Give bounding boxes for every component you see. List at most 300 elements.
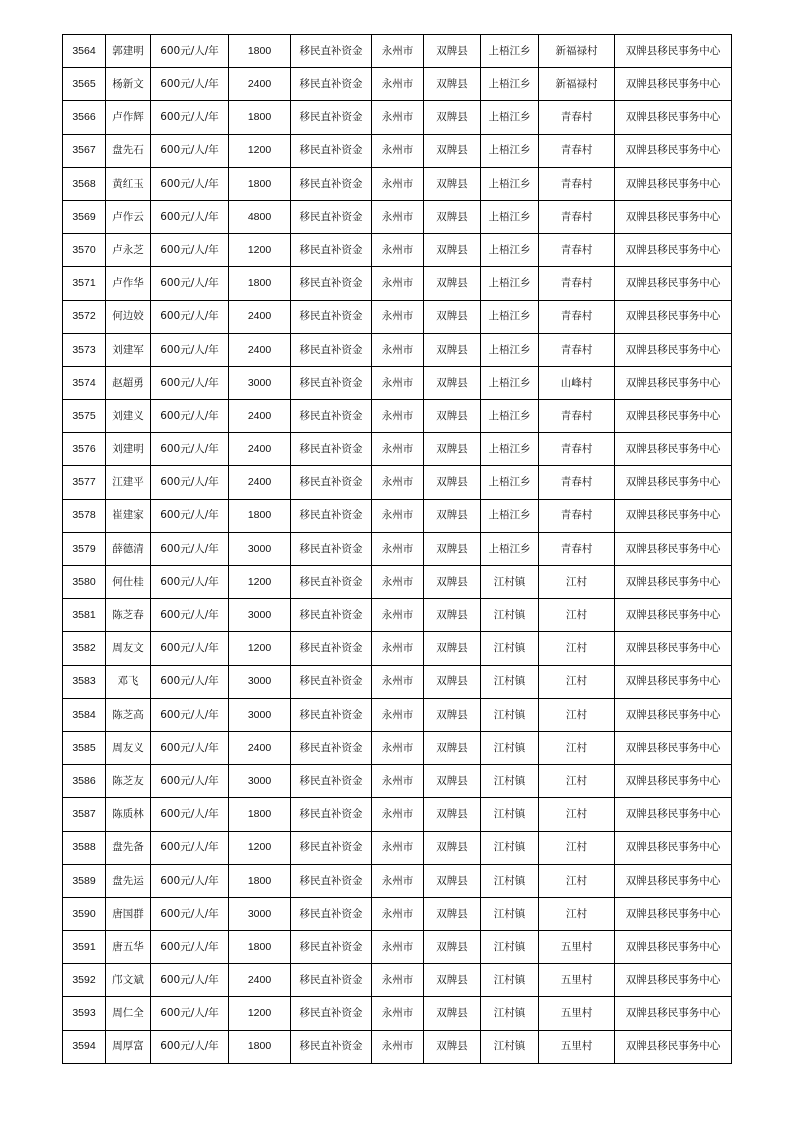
table-row	[63, 101, 732, 134]
name-cell: 陈芝春	[106, 599, 151, 632]
table-row	[63, 35, 732, 68]
city-cell: 永州市	[372, 433, 424, 466]
city-cell: 永州市	[372, 200, 424, 233]
township-cell: 江村镇	[481, 1030, 539, 1063]
row-number-cell: 3569	[63, 200, 106, 233]
table-row	[63, 964, 732, 997]
city-cell: 永州市	[372, 400, 424, 433]
township-cell: 江村镇	[481, 931, 539, 964]
city-cell: 永州市	[372, 599, 424, 632]
row-number-cell: 3590	[63, 897, 106, 930]
amount-cell: 1800	[229, 1030, 291, 1063]
village-cell: 山峰村	[539, 366, 615, 399]
village-cell: 江村	[539, 798, 615, 831]
fund-type-cell: 移民直补资金	[291, 897, 372, 930]
name-cell: 陈芝友	[106, 765, 151, 798]
city-cell: 永州市	[372, 864, 424, 897]
city-cell: 永州市	[372, 632, 424, 665]
name-cell: 刘建义	[106, 400, 151, 433]
table-row	[63, 400, 732, 433]
amount-cell: 1200	[229, 831, 291, 864]
township-cell: 江村镇	[481, 632, 539, 665]
rate-cell: 600元/人/年	[151, 566, 229, 599]
city-cell: 永州市	[372, 466, 424, 499]
name-cell: 卢作云	[106, 200, 151, 233]
rate-cell: 600元/人/年	[151, 698, 229, 731]
name-cell: 卢作辉	[106, 101, 151, 134]
name-cell: 薛德清	[106, 532, 151, 565]
agency-cell: 双牌县移民事务中心	[615, 68, 732, 101]
table-row	[63, 200, 732, 233]
row-number-cell: 3585	[63, 731, 106, 764]
name-cell: 何边姣	[106, 300, 151, 333]
name-cell: 周友文	[106, 632, 151, 665]
agency-cell: 双牌县移民事务中心	[615, 466, 732, 499]
fund-type-cell: 移民直补资金	[291, 366, 372, 399]
agency-cell: 双牌县移民事务中心	[615, 765, 732, 798]
village-cell: 江村	[539, 599, 615, 632]
county-cell: 双牌县	[424, 599, 481, 632]
fund-type-cell: 移民直补资金	[291, 433, 372, 466]
city-cell: 永州市	[372, 532, 424, 565]
rate-cell: 600元/人/年	[151, 765, 229, 798]
name-cell: 刘建军	[106, 333, 151, 366]
city-cell: 永州市	[372, 566, 424, 599]
fund-type-cell: 移民直补资金	[291, 333, 372, 366]
township-cell: 江村镇	[481, 566, 539, 599]
amount-cell: 1800	[229, 499, 291, 532]
agency-cell: 双牌县移民事务中心	[615, 831, 732, 864]
name-cell: 周厚富	[106, 1030, 151, 1063]
township-cell: 上梧江乡	[481, 101, 539, 134]
village-cell: 江村	[539, 897, 615, 930]
row-number-cell: 3579	[63, 532, 106, 565]
village-cell: 新福禄村	[539, 68, 615, 101]
row-number-cell: 3578	[63, 499, 106, 532]
township-cell: 上梧江乡	[481, 466, 539, 499]
name-cell: 邓飞	[106, 665, 151, 698]
amount-cell: 2400	[229, 466, 291, 499]
city-cell: 永州市	[372, 931, 424, 964]
table-row	[63, 931, 732, 964]
agency-cell: 双牌县移民事务中心	[615, 599, 732, 632]
agency-cell: 双牌县移民事务中心	[615, 798, 732, 831]
rate-cell: 600元/人/年	[151, 964, 229, 997]
name-cell: 唐国群	[106, 897, 151, 930]
agency-cell: 双牌县移民事务中心	[615, 897, 732, 930]
amount-cell: 2400	[229, 433, 291, 466]
amount-cell: 1800	[229, 267, 291, 300]
city-cell: 永州市	[372, 68, 424, 101]
village-cell: 五里村	[539, 931, 615, 964]
rate-cell: 600元/人/年	[151, 400, 229, 433]
subsidy-table	[62, 34, 732, 1064]
row-number-cell: 3586	[63, 765, 106, 798]
name-cell: 盘先石	[106, 134, 151, 167]
rate-cell: 600元/人/年	[151, 101, 229, 134]
township-cell: 江村镇	[481, 798, 539, 831]
agency-cell: 双牌县移民事务中心	[615, 997, 732, 1030]
city-cell: 永州市	[372, 499, 424, 532]
township-cell: 上梧江乡	[481, 200, 539, 233]
amount-cell: 1800	[229, 101, 291, 134]
city-cell: 永州市	[372, 234, 424, 267]
row-number-cell: 3593	[63, 997, 106, 1030]
village-cell: 江村	[539, 864, 615, 897]
village-cell: 新福禄村	[539, 35, 615, 68]
rate-cell: 600元/人/年	[151, 234, 229, 267]
county-cell: 双牌县	[424, 35, 481, 68]
county-cell: 双牌县	[424, 400, 481, 433]
county-cell: 双牌县	[424, 333, 481, 366]
row-number-cell: 3564	[63, 35, 106, 68]
township-cell: 江村镇	[481, 665, 539, 698]
fund-type-cell: 移民直补资金	[291, 68, 372, 101]
table-row	[63, 234, 732, 267]
table-row	[63, 864, 732, 897]
amount-cell: 2400	[229, 731, 291, 764]
city-cell: 永州市	[372, 964, 424, 997]
row-number-cell: 3584	[63, 698, 106, 731]
agency-cell: 双牌县移民事务中心	[615, 300, 732, 333]
village-cell: 青春村	[539, 333, 615, 366]
city-cell: 永州市	[372, 765, 424, 798]
amount-cell: 1800	[229, 798, 291, 831]
county-cell: 双牌县	[424, 566, 481, 599]
county-cell: 双牌县	[424, 134, 481, 167]
village-cell: 青春村	[539, 167, 615, 200]
rate-cell: 600元/人/年	[151, 35, 229, 68]
city-cell: 永州市	[372, 267, 424, 300]
table-row	[63, 798, 732, 831]
name-cell: 刘建明	[106, 433, 151, 466]
rate-cell: 600元/人/年	[151, 167, 229, 200]
rate-cell: 600元/人/年	[151, 466, 229, 499]
township-cell: 上梧江乡	[481, 267, 539, 300]
rate-cell: 600元/人/年	[151, 366, 229, 399]
township-cell: 江村镇	[481, 698, 539, 731]
table-row	[63, 831, 732, 864]
table-body	[63, 35, 732, 1064]
county-cell: 双牌县	[424, 68, 481, 101]
agency-cell: 双牌县移民事务中心	[615, 35, 732, 68]
rate-cell: 600元/人/年	[151, 267, 229, 300]
township-cell: 江村镇	[481, 864, 539, 897]
amount-cell: 2400	[229, 333, 291, 366]
name-cell: 崔建家	[106, 499, 151, 532]
agency-cell: 双牌县移民事务中心	[615, 400, 732, 433]
agency-cell: 双牌县移民事务中心	[615, 964, 732, 997]
agency-cell: 双牌县移民事务中心	[615, 366, 732, 399]
amount-cell: 3000	[229, 366, 291, 399]
county-cell: 双牌县	[424, 665, 481, 698]
city-cell: 永州市	[372, 897, 424, 930]
township-cell: 上梧江乡	[481, 499, 539, 532]
amount-cell: 4800	[229, 200, 291, 233]
table-row	[63, 167, 732, 200]
village-cell: 江村	[539, 665, 615, 698]
city-cell: 永州市	[372, 665, 424, 698]
amount-cell: 1200	[229, 997, 291, 1030]
row-number-cell: 3587	[63, 798, 106, 831]
amount-cell: 2400	[229, 964, 291, 997]
table-row	[63, 333, 732, 366]
rate-cell: 600元/人/年	[151, 200, 229, 233]
township-cell: 上梧江乡	[481, 300, 539, 333]
city-cell: 永州市	[372, 167, 424, 200]
village-cell: 青春村	[539, 267, 615, 300]
village-cell: 五里村	[539, 1030, 615, 1063]
rate-cell: 600元/人/年	[151, 333, 229, 366]
name-cell: 江建平	[106, 466, 151, 499]
agency-cell: 双牌县移民事务中心	[615, 931, 732, 964]
amount-cell: 3000	[229, 599, 291, 632]
county-cell: 双牌县	[424, 632, 481, 665]
fund-type-cell: 移民直补资金	[291, 632, 372, 665]
rate-cell: 600元/人/年	[151, 897, 229, 930]
row-number-cell: 3591	[63, 931, 106, 964]
fund-type-cell: 移民直补资金	[291, 101, 372, 134]
name-cell: 卢永芝	[106, 234, 151, 267]
rate-cell: 600元/人/年	[151, 864, 229, 897]
agency-cell: 双牌县移民事务中心	[615, 134, 732, 167]
village-cell: 青春村	[539, 499, 615, 532]
township-cell: 上梧江乡	[481, 433, 539, 466]
county-cell: 双牌县	[424, 532, 481, 565]
table-row	[63, 532, 732, 565]
amount-cell: 2400	[229, 300, 291, 333]
rate-cell: 600元/人/年	[151, 731, 229, 764]
county-cell: 双牌县	[424, 731, 481, 764]
agency-cell: 双牌县移民事务中心	[615, 101, 732, 134]
fund-type-cell: 移民直补资金	[291, 798, 372, 831]
row-number-cell: 3576	[63, 433, 106, 466]
township-cell: 上梧江乡	[481, 366, 539, 399]
fund-type-cell: 移民直补资金	[291, 831, 372, 864]
amount-cell: 1200	[229, 234, 291, 267]
table-row	[63, 300, 732, 333]
township-cell: 上梧江乡	[481, 68, 539, 101]
city-cell: 永州市	[372, 35, 424, 68]
county-cell: 双牌县	[424, 1030, 481, 1063]
village-cell: 青春村	[539, 234, 615, 267]
rate-cell: 600元/人/年	[151, 798, 229, 831]
table-row	[63, 267, 732, 300]
fund-type-cell: 移民直补资金	[291, 300, 372, 333]
township-cell: 上梧江乡	[481, 400, 539, 433]
city-cell: 永州市	[372, 101, 424, 134]
rate-cell: 600元/人/年	[151, 300, 229, 333]
amount-cell: 1800	[229, 864, 291, 897]
fund-type-cell: 移民直补资金	[291, 400, 372, 433]
agency-cell: 双牌县移民事务中心	[615, 698, 732, 731]
name-cell: 唐五华	[106, 931, 151, 964]
rate-cell: 600元/人/年	[151, 632, 229, 665]
county-cell: 双牌县	[424, 366, 481, 399]
agency-cell: 双牌县移民事务中心	[615, 566, 732, 599]
fund-type-cell: 移民直补资金	[291, 665, 372, 698]
amount-cell: 3000	[229, 897, 291, 930]
county-cell: 双牌县	[424, 798, 481, 831]
city-cell: 永州市	[372, 831, 424, 864]
fund-type-cell: 移民直补资金	[291, 234, 372, 267]
fund-type-cell: 移民直补资金	[291, 731, 372, 764]
rate-cell: 600元/人/年	[151, 68, 229, 101]
county-cell: 双牌县	[424, 433, 481, 466]
township-cell: 江村镇	[481, 599, 539, 632]
agency-cell: 双牌县移民事务中心	[615, 1030, 732, 1063]
county-cell: 双牌县	[424, 200, 481, 233]
fund-type-cell: 移民直补资金	[291, 566, 372, 599]
name-cell: 陈质林	[106, 798, 151, 831]
name-cell: 杨新文	[106, 68, 151, 101]
village-cell: 青春村	[539, 400, 615, 433]
village-cell: 江村	[539, 731, 615, 764]
row-number-cell: 3570	[63, 234, 106, 267]
township-cell: 上梧江乡	[481, 532, 539, 565]
table-row	[63, 765, 732, 798]
agency-cell: 双牌县移民事务中心	[615, 532, 732, 565]
fund-type-cell: 移民直补资金	[291, 167, 372, 200]
table-row	[63, 466, 732, 499]
row-number-cell: 3577	[63, 466, 106, 499]
rate-cell: 600元/人/年	[151, 599, 229, 632]
table-row	[63, 665, 732, 698]
table-row	[63, 366, 732, 399]
amount-cell: 3000	[229, 698, 291, 731]
table-row	[63, 499, 732, 532]
amount-cell: 1200	[229, 632, 291, 665]
village-cell: 青春村	[539, 200, 615, 233]
table-row	[63, 1030, 732, 1063]
amount-cell: 1800	[229, 167, 291, 200]
row-number-cell: 3582	[63, 632, 106, 665]
county-cell: 双牌县	[424, 466, 481, 499]
fund-type-cell: 移民直补资金	[291, 200, 372, 233]
amount-cell: 3000	[229, 665, 291, 698]
fund-type-cell: 移民直补资金	[291, 864, 372, 897]
rate-cell: 600元/人/年	[151, 931, 229, 964]
row-number-cell: 3583	[63, 665, 106, 698]
city-cell: 永州市	[372, 698, 424, 731]
agency-cell: 双牌县移民事务中心	[615, 433, 732, 466]
row-number-cell: 3575	[63, 400, 106, 433]
village-cell: 青春村	[539, 433, 615, 466]
fund-type-cell: 移民直补资金	[291, 698, 372, 731]
row-number-cell: 3580	[63, 566, 106, 599]
rate-cell: 600元/人/年	[151, 134, 229, 167]
name-cell: 盘先备	[106, 831, 151, 864]
county-cell: 双牌县	[424, 101, 481, 134]
city-cell: 永州市	[372, 997, 424, 1030]
rate-cell: 600元/人/年	[151, 499, 229, 532]
fund-type-cell: 移民直补资金	[291, 499, 372, 532]
agency-cell: 双牌县移民事务中心	[615, 731, 732, 764]
name-cell: 何仕桂	[106, 566, 151, 599]
row-number-cell: 3594	[63, 1030, 106, 1063]
county-cell: 双牌县	[424, 234, 481, 267]
amount-cell: 3000	[229, 765, 291, 798]
table-row	[63, 68, 732, 101]
amount-cell: 2400	[229, 400, 291, 433]
agency-cell: 双牌县移民事务中心	[615, 167, 732, 200]
fund-type-cell: 移民直补资金	[291, 35, 372, 68]
county-cell: 双牌县	[424, 499, 481, 532]
row-number-cell: 3565	[63, 68, 106, 101]
row-number-cell: 3571	[63, 267, 106, 300]
amount-cell: 1200	[229, 134, 291, 167]
agency-cell: 双牌县移民事务中心	[615, 665, 732, 698]
table-row	[63, 433, 732, 466]
table-row	[63, 698, 732, 731]
rate-cell: 600元/人/年	[151, 665, 229, 698]
document-table-container	[62, 34, 731, 1064]
agency-cell: 双牌县移民事务中心	[615, 234, 732, 267]
agency-cell: 双牌县移民事务中心	[615, 200, 732, 233]
fund-type-cell: 移民直补资金	[291, 765, 372, 798]
village-cell: 青春村	[539, 101, 615, 134]
fund-type-cell: 移民直补资金	[291, 1030, 372, 1063]
name-cell: 黄红玉	[106, 167, 151, 200]
name-cell: 周仁全	[106, 997, 151, 1030]
table-row	[63, 997, 732, 1030]
county-cell: 双牌县	[424, 864, 481, 897]
township-cell: 江村镇	[481, 997, 539, 1030]
agency-cell: 双牌县移民事务中心	[615, 499, 732, 532]
township-cell: 江村镇	[481, 831, 539, 864]
county-cell: 双牌县	[424, 167, 481, 200]
county-cell: 双牌县	[424, 267, 481, 300]
fund-type-cell: 移民直补资金	[291, 964, 372, 997]
city-cell: 永州市	[372, 366, 424, 399]
village-cell: 青春村	[539, 300, 615, 333]
row-number-cell: 3573	[63, 333, 106, 366]
table-row	[63, 897, 732, 930]
name-cell: 赵超勇	[106, 366, 151, 399]
county-cell: 双牌县	[424, 300, 481, 333]
table-row	[63, 731, 732, 764]
row-number-cell: 3566	[63, 101, 106, 134]
agency-cell: 双牌县移民事务中心	[615, 864, 732, 897]
township-cell: 上梧江乡	[481, 35, 539, 68]
rate-cell: 600元/人/年	[151, 831, 229, 864]
township-cell: 江村镇	[481, 897, 539, 930]
city-cell: 永州市	[372, 134, 424, 167]
row-number-cell: 3581	[63, 599, 106, 632]
row-number-cell: 3589	[63, 864, 106, 897]
agency-cell: 双牌县移民事务中心	[615, 632, 732, 665]
fund-type-cell: 移民直补资金	[291, 532, 372, 565]
amount-cell: 1200	[229, 566, 291, 599]
name-cell: 陈芝高	[106, 698, 151, 731]
table-row	[63, 566, 732, 599]
county-cell: 双牌县	[424, 964, 481, 997]
county-cell: 双牌县	[424, 931, 481, 964]
fund-type-cell: 移民直补资金	[291, 997, 372, 1030]
rate-cell: 600元/人/年	[151, 532, 229, 565]
fund-type-cell: 移民直补资金	[291, 466, 372, 499]
village-cell: 江村	[539, 765, 615, 798]
township-cell: 上梧江乡	[481, 134, 539, 167]
township-cell: 江村镇	[481, 731, 539, 764]
rate-cell: 600元/人/年	[151, 433, 229, 466]
fund-type-cell: 移民直补资金	[291, 134, 372, 167]
township-cell: 江村镇	[481, 765, 539, 798]
village-cell: 青春村	[539, 134, 615, 167]
table-row	[63, 632, 732, 665]
amount-cell: 3000	[229, 532, 291, 565]
row-number-cell: 3572	[63, 300, 106, 333]
